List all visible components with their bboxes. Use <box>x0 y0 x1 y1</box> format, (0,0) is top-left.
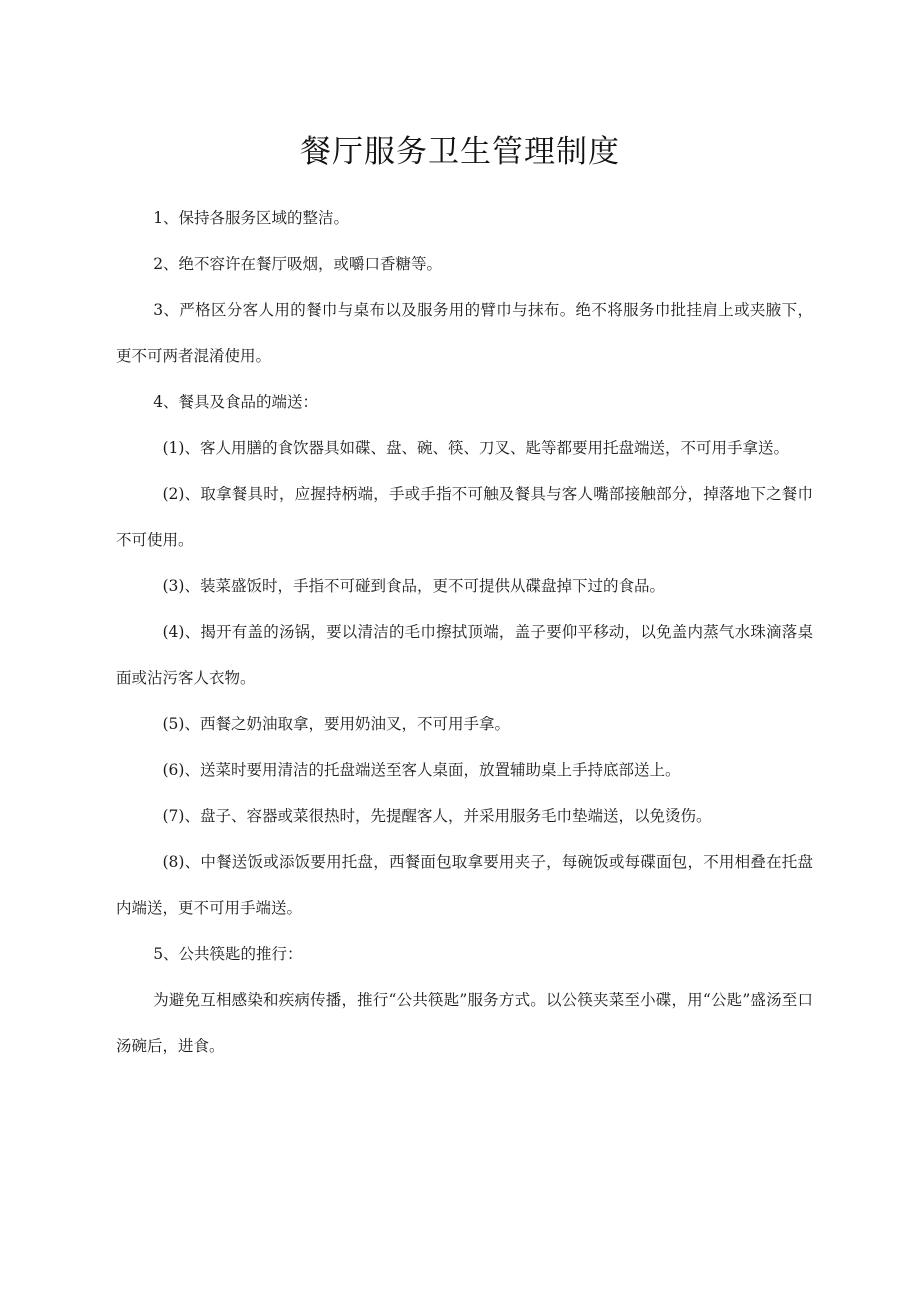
paragraph-3: 3、严格区分客人用的餐巾与桌布以及服务用的臂巾与抹布。绝不将服务巾批挂肩上或夹腋下，更不可两者混淆使用。 <box>116 301 813 365</box>
paragraph-5-heading: 5、公共筷匙的推行： <box>153 945 303 963</box>
paragraph-4-heading: 4、餐具及食品的端送： <box>153 393 319 411</box>
sub-item-4: (4)、揭开有盖的汤锅，要以清洁的毛巾擦拭顶端，盖子要仰平移动，以免盖内蒸气水珠滴落桌面或沾污客人衣物。 <box>116 623 813 687</box>
sub-item-5: (5)、西餐之奶油取拿，要用奶油叉，不可用手拿。 <box>162 715 510 733</box>
paragraph-1: 1、保持各服务区域的整洁。 <box>153 209 350 227</box>
sub-item-7: (7)、盘子、容器或菜很热时，先提醒客人，并采用服务毛巾垫端送，以免烫伤。 <box>162 807 712 825</box>
paragraph-2: 2、绝不容许在餐厅吸烟，或嚼口香糖等。 <box>153 255 443 273</box>
sub-item-2: (2)、取拿餐具时，应握持柄端，手或手指不可触及餐具与客人嘴部接触部分，掉落地下之餐巾不可使用。 <box>116 485 813 549</box>
sub-item-6: (6)、送菜时要用清洁的托盘端送至客人桌面，放置辅助桌上手持底部送上。 <box>162 761 681 779</box>
sub-item-8: (8)、中餐送饭或添饭要用托盘，西餐面包取拿要用夹子，每碗饭或每碟面包，不用相叠在托盘内端送，更不可用手端送。 <box>116 853 813 917</box>
document-title: 餐厅服务卫生管理制度 <box>300 134 620 170</box>
paragraph-5-body: 为避免互相感染和疾病传播，推行“公共筷匙”服务方式。以公筷夹菜至小碟，用“公匙”盛汤至口汤碗后，进食。 <box>116 991 813 1055</box>
sub-item-1: (1)、客人用膳的食饮器具如碟、盘、碗、筷、刀叉、匙等都要用托盘端送，不可用手拿送。 <box>162 439 789 457</box>
sub-item-3: (3)、装菜盛饭时，手指不可碰到食品，更不可提供从碟盘掉下过的食品。 <box>162 577 665 595</box>
document-body <box>116 195 813 1069</box>
